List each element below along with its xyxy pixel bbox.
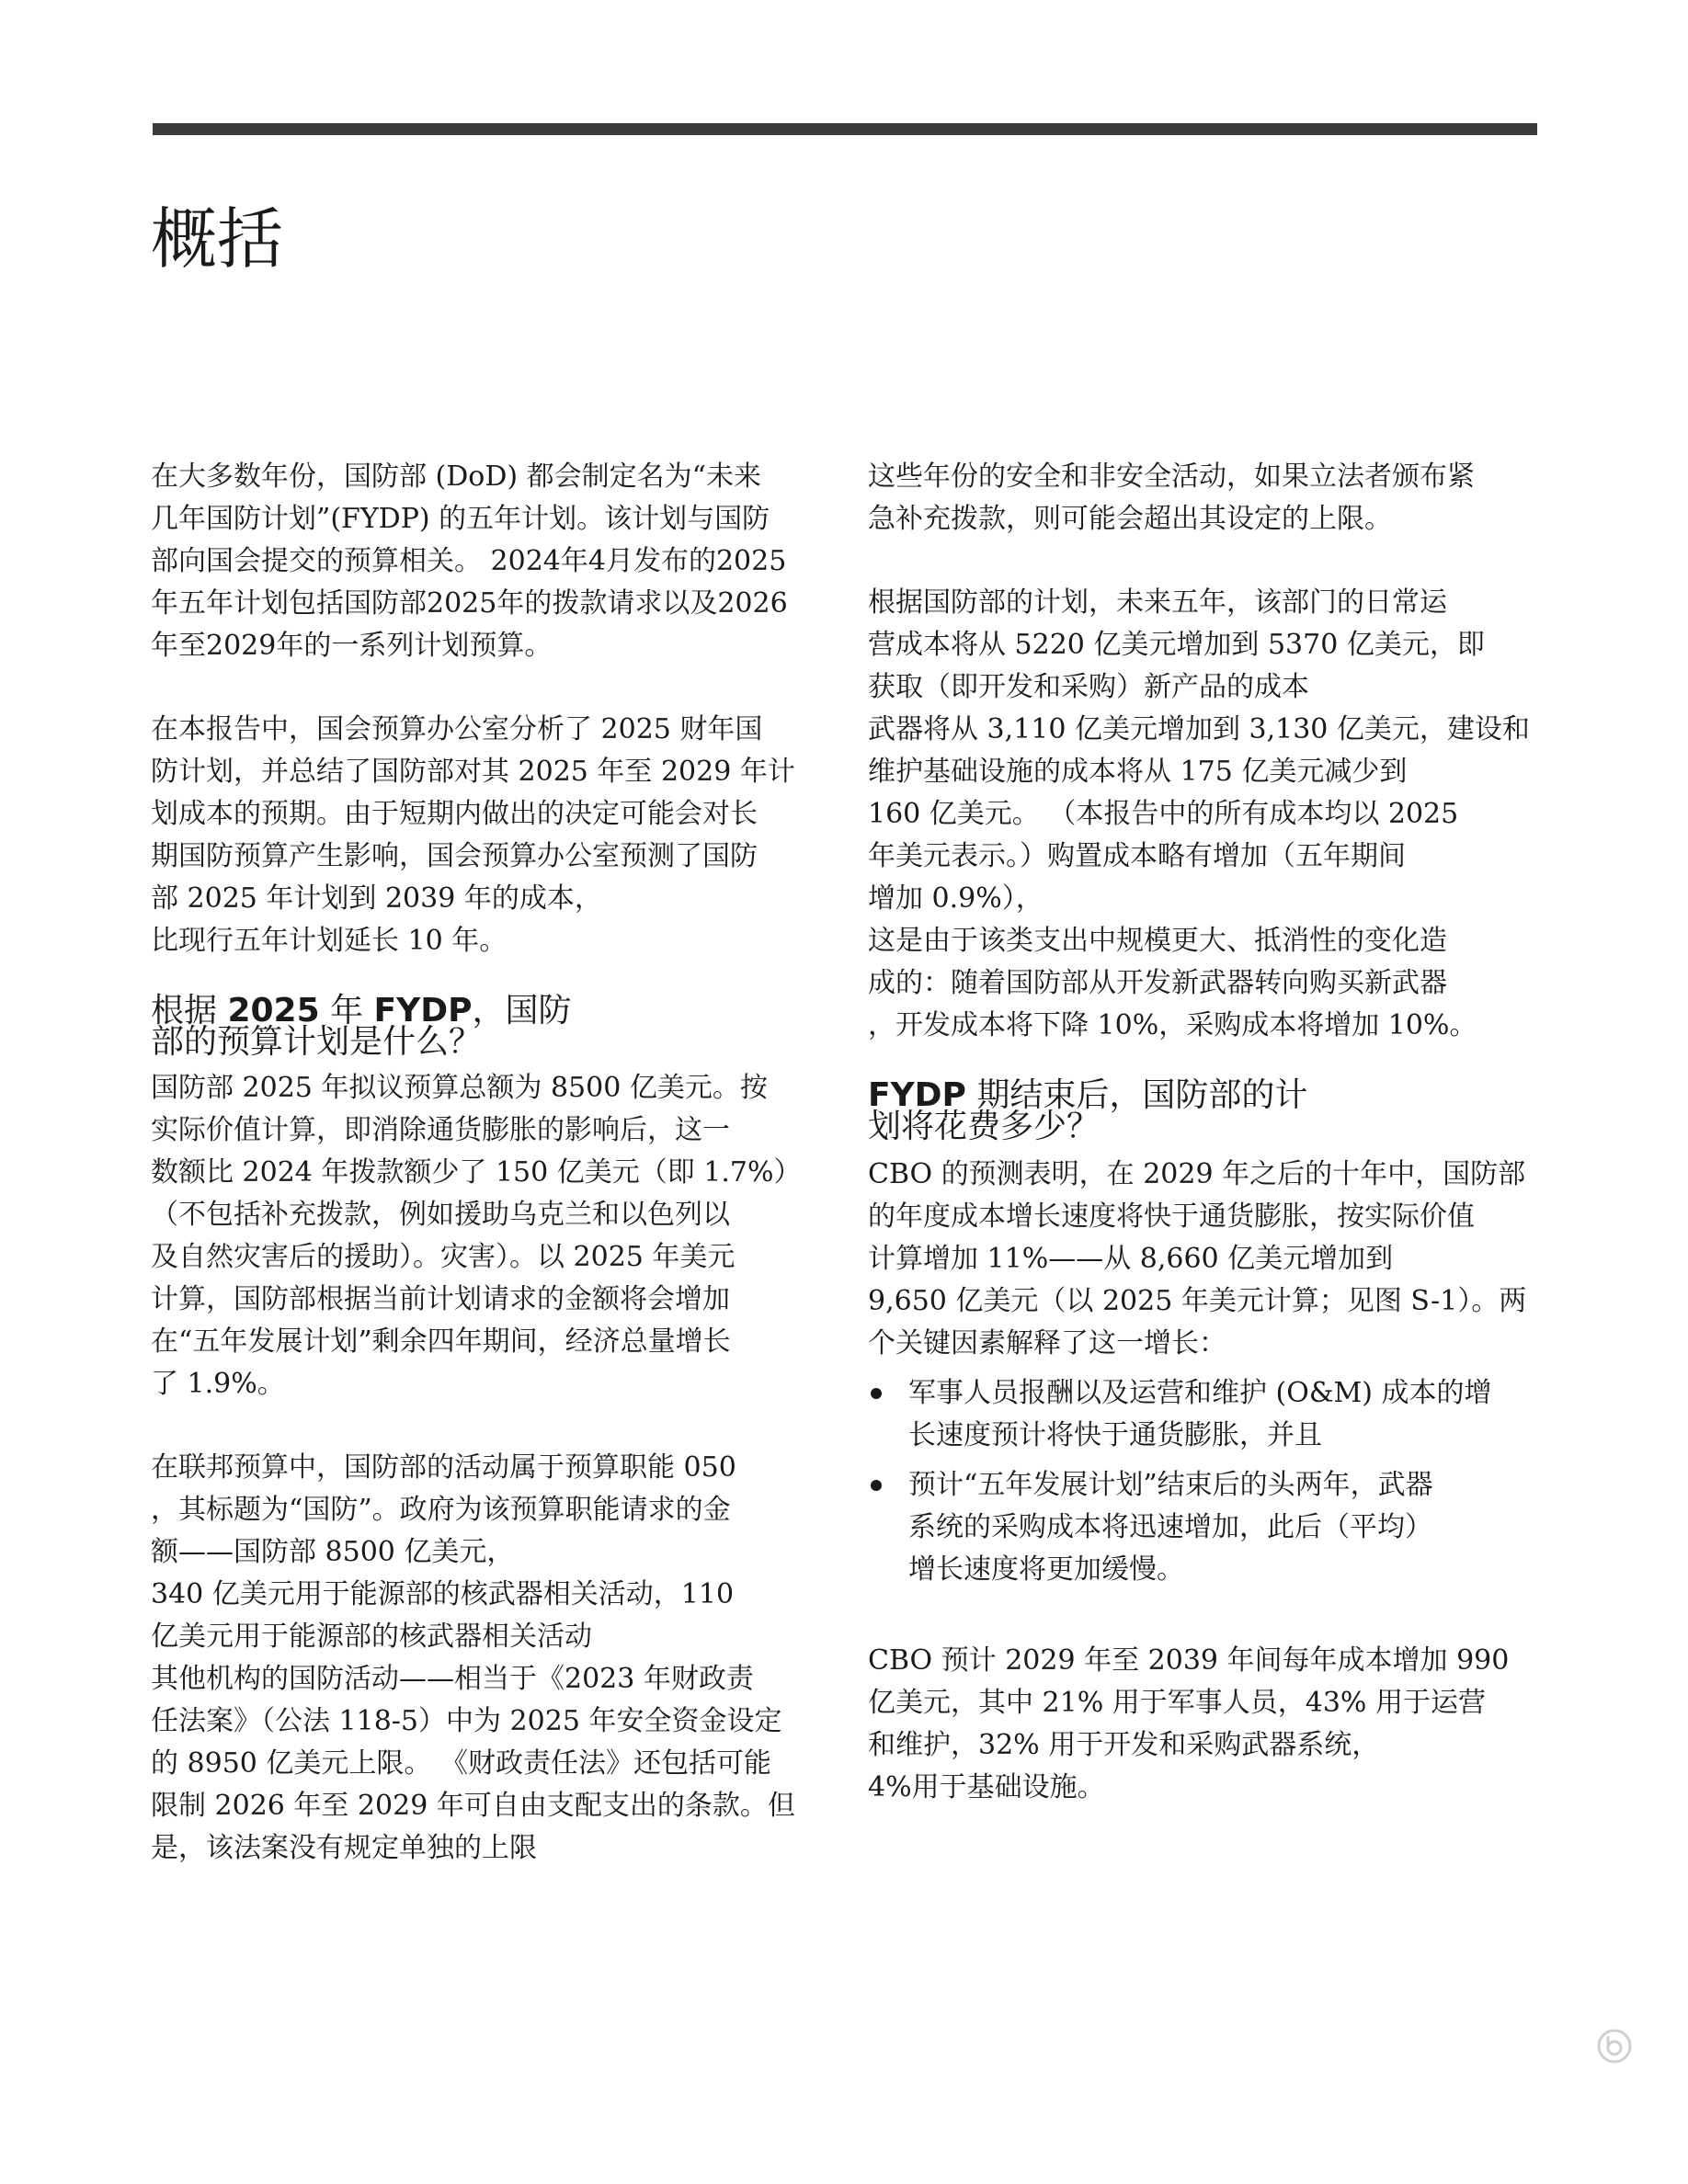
heading-line: 部的预算计划是什么？ bbox=[151, 1023, 483, 1061]
text-line: 了 1.9%。 bbox=[151, 1368, 285, 1400]
text-line: （不包括补充拨款，例如援助乌克兰和以色列以 bbox=[151, 1199, 730, 1231]
text-line: 营成本将从 5220 亿美元增加到 5370 亿美元，即 bbox=[868, 629, 1485, 661]
caps-continuation-paragraph bbox=[868, 456, 1557, 540]
page-title: 概括 bbox=[151, 200, 284, 278]
text-line: 比现行五年计划延长 10 年。 bbox=[151, 925, 508, 957]
text-line: 这些年份的安全和非安全活动，如果立法者颁布紧 bbox=[868, 461, 1475, 493]
text-line: 340 亿美元用于能源部的核武器相关活动，110 bbox=[151, 1578, 735, 1610]
text-line: 获取（即开发和采购）新产品的成本 bbox=[868, 671, 1309, 703]
text-line: 是，该法案没有规定单独的上限 bbox=[151, 1832, 537, 1864]
text-line: 及自然灾害后的援助）。灾害）。以 2025 年美元 bbox=[151, 1241, 736, 1273]
heading-line bbox=[868, 1076, 1557, 1114]
text-line: 在大多数年份，国防部 (DoD) 都会制定名为“未来 bbox=[151, 461, 761, 493]
left-column bbox=[151, 456, 827, 1870]
text-line: 160 亿美元。 （本报告中的所有成本均以 2025 bbox=[868, 798, 1459, 830]
text-line: CBO 的预测表明，在 2029 年之后的十年中，国防部 bbox=[868, 1158, 1526, 1190]
text-line: 长速度预计将快于通货膨胀，并且 bbox=[908, 1419, 1322, 1451]
text-line: 期国防预算产生影响，国会预算办公室预测了国防 bbox=[151, 840, 758, 872]
text-line: 军事人员报酬以及运营和维护 (O&M) 成本的增 bbox=[908, 1377, 1492, 1409]
text-line: 亿美元用于能源部的核武器相关活动 bbox=[151, 1621, 592, 1653]
text-line: 实际价值计算，即消除通货膨胀的影响后，这一 bbox=[151, 1114, 730, 1146]
heading-line bbox=[151, 992, 827, 1029]
text-line: 维护基础设施的成本将从 175 亿美元减少到 bbox=[868, 756, 1408, 788]
heading-text: 年 bbox=[319, 992, 374, 1029]
text-line: 年五年计划包括国防部2025年的拨款请求以及2026 bbox=[151, 587, 788, 620]
paragraph-gap bbox=[151, 667, 827, 709]
section-heading-budget-plans bbox=[151, 992, 827, 1061]
five-year-costs-paragraph bbox=[868, 582, 1557, 1047]
heading-fydp: FYDP bbox=[373, 992, 473, 1029]
text-line: 和维护，32% 用于开发和采购武器系统， bbox=[868, 1729, 1380, 1761]
text-line: 增加 0.9%）， bbox=[868, 882, 1044, 915]
paragraph-gap bbox=[868, 1598, 1557, 1640]
text-line: 划成本的预期。由于短期内做出的决定可能会对长 bbox=[151, 798, 758, 830]
text-line: 年至2029年的一系列计划预算。 bbox=[151, 630, 553, 662]
text-line: 这是由于该类支出中规模更大、抵消性的变化造 bbox=[868, 925, 1447, 957]
annual-growth-paragraph bbox=[868, 1640, 1557, 1809]
heading-text: 根据 bbox=[151, 992, 228, 1029]
text-line: 预计“五年发展计划”结束后的头两年，武器 bbox=[908, 1469, 1433, 1501]
text-line: 额——国防部 8500 亿美元， bbox=[151, 1536, 515, 1568]
paragraph-gap bbox=[868, 540, 1557, 582]
text-line: 国防部 2025 年拟议预算总额为 8500 亿美元。按 bbox=[151, 1072, 768, 1104]
text-line: 的年度成本增长速度将快于通货膨胀，按实际价值 bbox=[868, 1200, 1475, 1233]
text-line: 限制 2026 年至 2029 年可自由支配支出的条款。但 bbox=[151, 1790, 795, 1822]
text-line: 根据国防部的计划，未来五年，该部门的日常运 bbox=[868, 586, 1447, 619]
text-line: 部 2025 年计划到 2039 年的成本， bbox=[151, 882, 602, 915]
text-line: 武器将从 3,110 亿美元增加到 3,130 亿美元，建设和 bbox=[868, 713, 1530, 745]
list-item bbox=[868, 1464, 1557, 1591]
text-line: CBO 预计 2029 年至 2039 年间每年成本增加 990 bbox=[868, 1644, 1510, 1677]
text-line: 部向国会提交的预算相关。 2024年4月发布的2025 bbox=[151, 545, 787, 577]
text-line: ，其标题为“国防”。政府为该预算职能请求的金 bbox=[151, 1494, 731, 1526]
projection-paragraph bbox=[868, 1154, 1557, 1365]
paragraph-gap bbox=[151, 1405, 827, 1447]
intro-paragraph bbox=[151, 456, 827, 667]
federal-budget-paragraph bbox=[151, 1447, 827, 1870]
text-line: 防计划，并总结了国防部对其 2025 年至 2029 年计 bbox=[151, 756, 795, 788]
text-line: 成的：随着国防部从开发新武器转向购买新武器 bbox=[868, 967, 1447, 999]
budget-request-paragraph bbox=[151, 1067, 827, 1405]
text-line: 在“五年发展计划”剩余四年期间，经济总量增长 bbox=[151, 1325, 731, 1358]
text-line: 数额比 2024 年拨款额少了 150 亿美元（即 1.7%） bbox=[151, 1156, 802, 1189]
text-line: 系统的采购成本将迅速增加，此后（平均） bbox=[908, 1511, 1432, 1543]
text-line: 个关键因素解释了这一增长： bbox=[868, 1327, 1226, 1359]
text-line: 增长速度将更加缓慢。 bbox=[908, 1553, 1184, 1586]
text-line: 在本报告中，国会预算办公室分析了 2025 财年国 bbox=[151, 713, 763, 745]
text-line: 的 8950 亿美元上限。 《财政责任法》还包括可能 bbox=[151, 1747, 771, 1780]
text-line: 4%用于基础设施。 bbox=[868, 1771, 1105, 1803]
text-line: 几年国防计划”(FYDP) 的五年计划。该计划与国防 bbox=[151, 503, 770, 535]
list-item bbox=[868, 1372, 1557, 1457]
heading-year: 2025 bbox=[227, 992, 320, 1029]
text-line: 其他机构的国防活动——相当于《2023 年财政责 bbox=[151, 1663, 754, 1695]
bullet-icon bbox=[871, 1480, 882, 1491]
text-line: 9,650 亿美元（以 2025 年美元计算；见图 S-1）。两 bbox=[868, 1285, 1527, 1317]
right-column bbox=[868, 456, 1557, 1809]
report-scope-paragraph bbox=[151, 709, 827, 962]
top-rule bbox=[153, 123, 1537, 135]
text-line: 计算，国防部根据当前计划请求的金额将会增加 bbox=[151, 1283, 730, 1315]
growth-factors-list bbox=[868, 1372, 1557, 1591]
text-line: 在联邦预算中，国防部的活动属于预算职能 050 bbox=[151, 1451, 736, 1484]
heading-fydp: FYDP bbox=[868, 1076, 966, 1114]
bullet-icon bbox=[871, 1388, 882, 1399]
heading-text: 期结束后，国防部的计 bbox=[965, 1076, 1308, 1114]
text-line: 亿美元，其中 21% 用于军事人员，43% 用于运营 bbox=[868, 1687, 1486, 1719]
heading-text: ，国防 bbox=[472, 992, 572, 1029]
text-line: 计算增加 11%——从 8,660 亿美元增加到 bbox=[868, 1243, 1394, 1275]
text-line: 急补充拨款，则可能会超出其设定的上限。 bbox=[868, 503, 1392, 535]
heading-line: 划将花费多少？ bbox=[868, 1108, 1101, 1145]
text-line: ，开发成本将下降 10%，采购成本将增加 10%。 bbox=[868, 1009, 1477, 1041]
text-line: 任法案》（公法 118-5）中为 2025 年安全资金设定 bbox=[151, 1705, 782, 1737]
text-line: 年美元表示。）购置成本略有增加（五年期间 bbox=[868, 840, 1406, 872]
watermark-logo-icon bbox=[1596, 2028, 1633, 2065]
section-heading-after-fydp bbox=[868, 1076, 1557, 1145]
